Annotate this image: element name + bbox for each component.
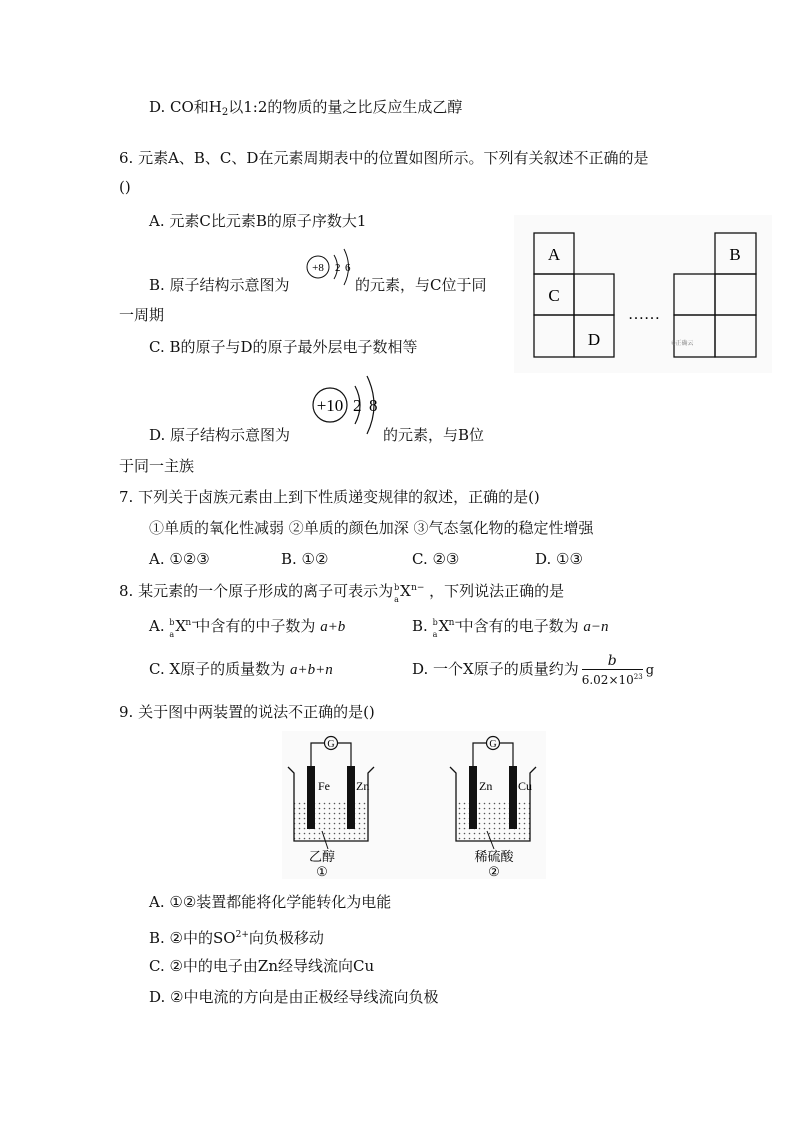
ion-atomic-number: a	[432, 630, 438, 639]
atom-b-nucleus: +8	[312, 262, 324, 274]
cell-2-left-label: Zn	[479, 779, 493, 793]
q8-a-pre: A.	[149, 617, 165, 635]
ion-mass-number: b	[394, 583, 400, 592]
fraction-denominator-exp: 23	[633, 672, 643, 681]
ion-charge: n−	[411, 583, 425, 593]
q6-option-b-post: 的元素，与C位于同	[355, 276, 487, 294]
atom-diagram-d-svg	[309, 370, 385, 440]
q5-d-subscript: 2	[221, 107, 229, 118]
ion-symbol: X	[175, 617, 187, 635]
fraction-denominator-base: 6.02×10	[581, 672, 634, 687]
q8-option-a	[149, 616, 345, 637]
ion-charge: n−	[448, 618, 462, 628]
cell-label-b: B	[729, 245, 741, 264]
ion-notation	[393, 581, 429, 604]
atom-d-shell2: 8	[369, 396, 378, 415]
q9-option-c: C. ②中的电子由Zn经导线流向Cu	[149, 957, 375, 975]
q5-d-text-b: 以1:2的物质的量之比反应生成乙醇	[228, 98, 463, 116]
q7-option-a: A. ①②③	[149, 550, 210, 568]
q8-option-d	[412, 650, 654, 690]
q5-d-text-a: D. CO和H	[149, 98, 222, 116]
q9-option-d: D. ②中电流的方向是由正极经导线流向负极	[149, 988, 439, 1006]
q9-b-superscript: 2+	[235, 930, 249, 940]
atom-d-shell1: 2	[353, 396, 362, 415]
q8-a-value: a+b	[320, 619, 346, 635]
q9-stem: 9. 关于图中两装置的说法不正确的是()	[119, 703, 375, 721]
q8-c-value: a+b+n	[289, 662, 333, 678]
ion-symbol: X	[400, 582, 411, 600]
q8-stem	[119, 581, 565, 604]
q8-b-mid: 中含有的电子数为	[458, 617, 579, 635]
ion-mass-number: b	[169, 618, 175, 627]
ion-mass-number: b	[432, 618, 438, 627]
q7-option-b: B. ①②	[281, 550, 329, 568]
q6-option-d-pre: D. 原子结构示意图为	[149, 426, 291, 444]
cell-2-right-label: Cu	[518, 779, 533, 793]
atom-diagram-d	[309, 370, 385, 444]
cell-2-solution-label: 稀硫酸	[474, 849, 514, 864]
q6-paren: ()	[119, 178, 131, 196]
q6-option-d-post: 的元素，与B位	[383, 426, 485, 444]
cell-1-right-label: Zn	[356, 779, 370, 793]
periodic-table-fragment	[514, 215, 772, 377]
cell-label-a: A	[547, 245, 561, 264]
cell-2-number: ②	[488, 864, 500, 879]
q7-statements: ①单质的氧化性减弱 ②单质的颜色加深 ③气态氢化物的稳定性增强	[149, 519, 594, 537]
cell-1-number: ①	[316, 864, 328, 879]
ion-notation	[432, 616, 462, 639]
q9-option-a: A. ①②装置都能将化学能转化为电能	[149, 893, 392, 911]
cell-2-meter-label: G	[489, 739, 497, 750]
q7-stem: 7. 下列关于卤族元素由上到下性质递变规律的叙述，正确的是()	[119, 488, 540, 506]
q6-option-c: C. B的原子与D的原子最外层电子数相等	[149, 338, 418, 356]
q8-d-pre: D. 一个X原子的质量约为	[412, 660, 579, 678]
q8-d-unit: g	[645, 663, 655, 678]
atom-d-nucleus: +10	[316, 396, 344, 415]
q9-b-text-b: 向负极移动	[248, 929, 324, 947]
q8-stem-b: ，下列说法正确的是	[429, 582, 565, 600]
q8-b-pre: B.	[412, 617, 428, 635]
galvanic-cells-svg	[282, 731, 546, 879]
cell-1-left-electrode	[307, 766, 315, 829]
q8-option-c	[149, 659, 333, 680]
q6-option-b-pre: B. 原子结构示意图为	[149, 276, 290, 294]
ion-notation	[169, 616, 199, 639]
mass-fraction	[582, 653, 643, 688]
q8-option-b	[412, 616, 609, 637]
cell-label-c: C	[548, 286, 560, 305]
q6-option-a: A. 元素C比元素B的原子序数大1	[149, 212, 367, 230]
q9-option-b	[149, 925, 324, 948]
q8-stem-a: 8. 某元素的一个原子形成的离子可表示为	[119, 582, 394, 600]
q9-b-text-a: B. ②中的SO	[149, 929, 236, 947]
cell-1-right-electrode	[347, 766, 355, 829]
cell-2-right-electrode	[509, 766, 517, 829]
q7-option-d: D. ①③	[535, 550, 583, 568]
ion-atomic-number: a	[169, 630, 175, 639]
cell-1-solution-label: 乙醇	[308, 849, 336, 864]
atom-diagram-b	[304, 243, 356, 295]
atom-b-shell1: 2	[335, 262, 341, 274]
cell-1-solution	[294, 801, 368, 841]
cell-2-left-electrode	[469, 766, 477, 829]
atom-b-shell2: 6	[345, 262, 351, 274]
ion-charge: n−	[185, 618, 199, 628]
q6-option-d-cont: 于同一主族	[119, 457, 195, 475]
ion-atomic-number: a	[394, 595, 399, 604]
q6-stem: 6. 元素A、B、C、D在元素周期表中的位置如图所示。下列有关叙述不正确的是	[119, 149, 649, 167]
cell-label-d: D	[587, 330, 601, 349]
q7-option-c: C. ②③	[412, 550, 460, 568]
q8-c-pre: C. X原子的质量数为	[149, 660, 286, 678]
cell-1-left-label: Fe	[318, 779, 330, 793]
fraction-numerator: b	[582, 653, 643, 670]
periodic-table-svg	[514, 215, 772, 373]
ion-symbol: X	[438, 617, 450, 635]
q8-b-value: a−n	[583, 619, 609, 635]
watermark: ©正确云	[671, 341, 694, 347]
q5-option-d	[149, 97, 462, 123]
atom-diagram-b-svg	[304, 243, 356, 291]
fraction-denominator	[582, 670, 643, 688]
electrochemistry-figure	[282, 731, 546, 883]
cell-2-solution	[456, 801, 530, 841]
q6-option-b-cont: 一周期	[119, 306, 165, 324]
q8-a-mid: 中含有的中子数为	[195, 617, 316, 635]
cell-1-meter-label: G	[327, 739, 335, 750]
ellipsis-dots: ……	[628, 306, 660, 323]
